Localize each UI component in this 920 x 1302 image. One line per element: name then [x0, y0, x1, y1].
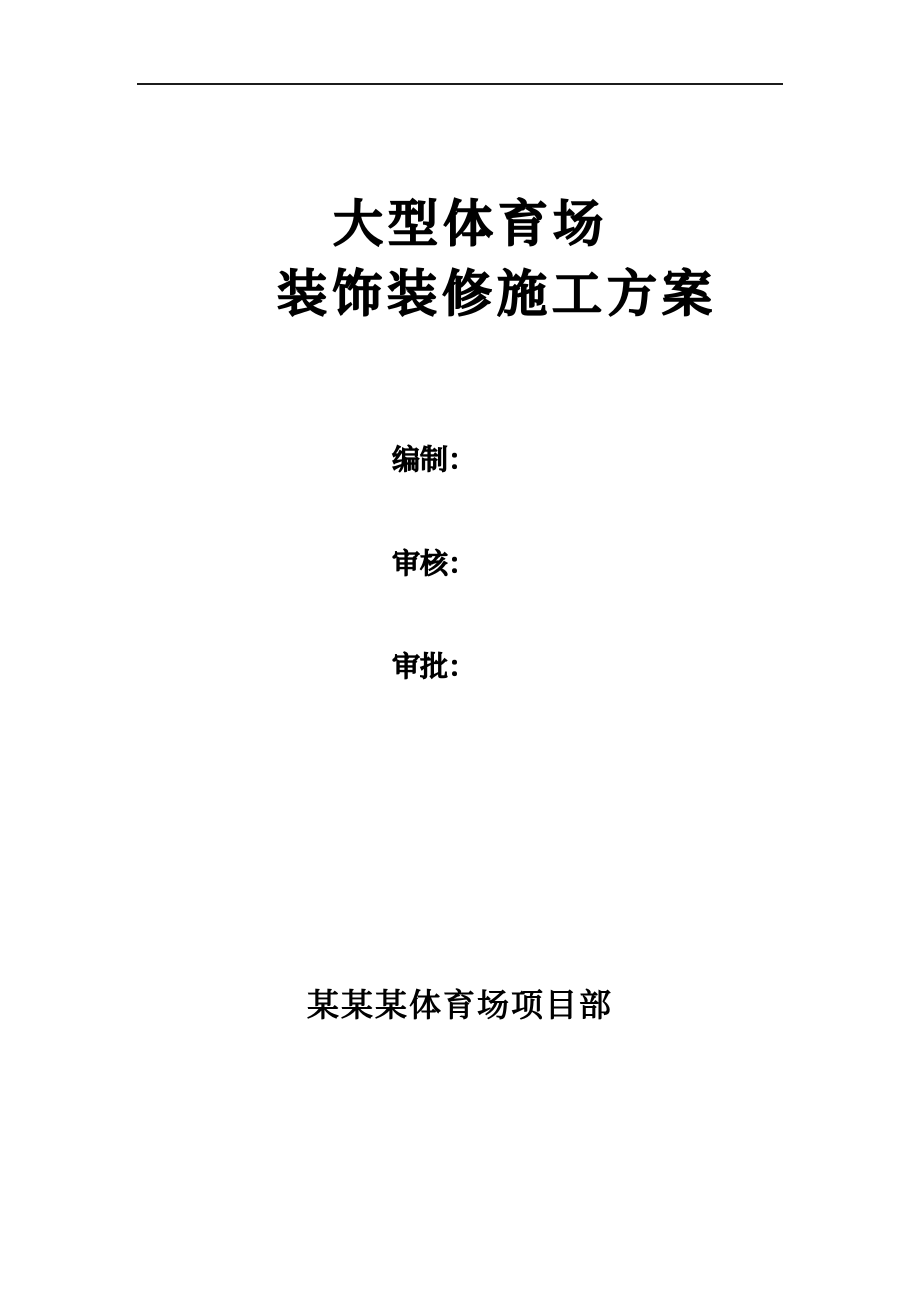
- header-rule-divider: [137, 83, 783, 85]
- signature-field-approved-by: 审批：: [392, 651, 477, 682]
- signature-field-reviewed-by: 审核：: [392, 548, 477, 579]
- document-title-line-1: 大型体育场: [333, 196, 608, 252]
- signature-field-compiled-by: 编制：: [392, 444, 477, 475]
- footer-organization: 某某某体育场项目部: [307, 987, 614, 1023]
- document-title-line-2: 装饰装修施工方案: [277, 266, 717, 322]
